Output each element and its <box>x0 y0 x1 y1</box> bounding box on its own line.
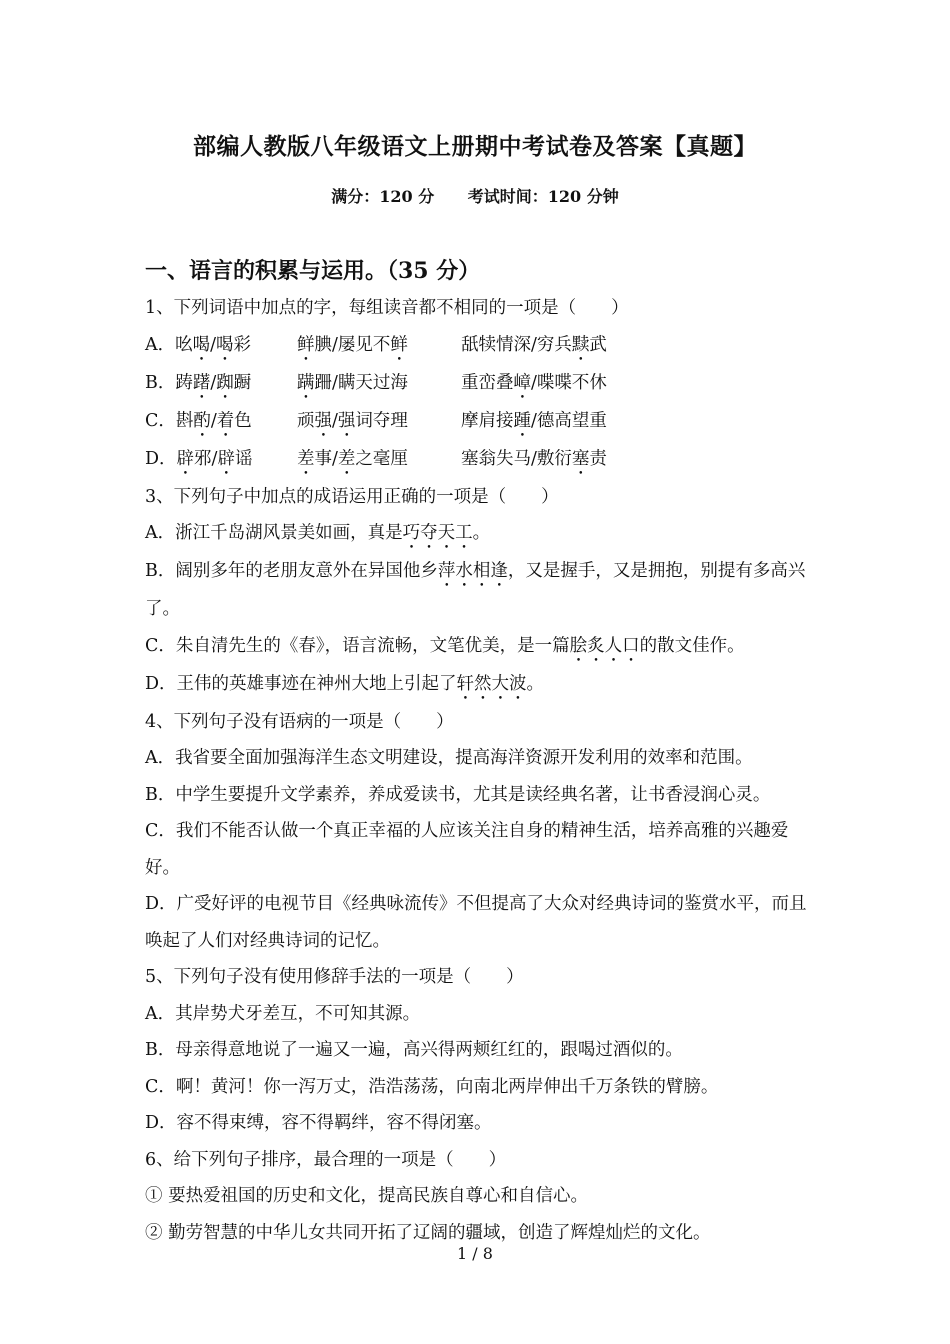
full-score: 满分：120 分 <box>331 187 435 206</box>
emphasized-char: 酌 <box>193 410 211 431</box>
emphasized-char: 差 <box>297 448 315 469</box>
option-group-1 <box>145 441 297 479</box>
question-4-stem: 4、下列句子没有语病的一项是（ ） <box>145 711 454 732</box>
question-6-stem: 6、给下列句子排序，最合理的一项是（ ） <box>145 1149 507 1170</box>
option-text: 责 <box>589 448 607 469</box>
emphasized-idiom: 巧夺天工 <box>402 523 473 543</box>
option-text: / <box>210 410 217 431</box>
option-text: 踌 <box>175 372 193 393</box>
option-text: 词夺理 <box>355 410 408 431</box>
option-text: 舐犊情深/穷兵 <box>461 334 572 355</box>
option-text: 事/ <box>314 448 338 469</box>
emphasized-char: 塞 <box>571 448 590 469</box>
option-text: 之毫厘 <box>355 448 408 469</box>
option-text: /喋喋不休 <box>531 372 607 393</box>
question-4-option-a: A．我省要全面加强海洋生态文明建设，提高海洋资源开发利用的效率和范围。 <box>145 748 753 768</box>
question-4-option-c: C．我们不能否认做一个真正幸福的人应该关注自身的精神生活，培养高雅的兴趣爱好。 <box>145 821 789 878</box>
question-1-option <box>145 441 810 479</box>
option-group-1 <box>145 403 297 441</box>
emphasized-char: 强 <box>314 410 332 431</box>
question-list <box>145 290 810 1251</box>
option-group-2 <box>297 365 461 403</box>
option-text: / <box>210 372 217 393</box>
emphasized-idiom: 萍水相逢 <box>437 561 508 581</box>
option-text: 重峦叠 <box>461 372 514 393</box>
question-4-option-d: D．广受好评的电视节目《经典咏流传》不但提高了大众对经典诗词的鉴赏水平，而且唤起了人们对经典诗词的记忆。 <box>145 894 807 951</box>
question-6-sentence-2: ② 勤劳智慧的中华儿女共同开拓了辽阔的疆域，创造了辉煌灿烂的文化。 <box>145 1222 711 1243</box>
emphasized-char: 踵 <box>513 410 531 431</box>
emphasized-char: 踟 <box>216 372 234 393</box>
question-6-sentence-1: ① 要热爱祖国的历史和文化，提高民族自尊心和自信心。 <box>145 1186 589 1206</box>
option-group-3 <box>461 327 810 365</box>
option-text: / <box>210 334 217 355</box>
option-text: 色 <box>234 410 252 431</box>
option-text: 武 <box>589 334 607 355</box>
emphasized-char: 蹒 <box>297 372 315 393</box>
option-group-3 <box>461 365 810 403</box>
option-label: C． <box>145 410 176 431</box>
emphasized-char: 辟 <box>217 448 235 469</box>
question-3-option-c: C．朱自清先生的《春》，语言流畅，文笔优美，是一篇脍炙人口的散文佳作。 <box>145 635 745 656</box>
question-1-stem: 1、下列词语中加点的字，每组读音都不相同的一项是（ ） <box>145 298 629 318</box>
exam-info <box>0 184 950 207</box>
emphasized-char: 躇 <box>192 372 211 393</box>
emphasized-char: 喝 <box>216 334 234 355</box>
option-group-2 <box>297 403 461 441</box>
emphasized-char: 鲜 <box>297 334 315 355</box>
option-group-1 <box>145 327 297 365</box>
question-1-option <box>145 365 810 403</box>
option-group-3 <box>461 441 810 479</box>
option-group-2 <box>297 441 461 479</box>
option-text: 吆 <box>175 334 193 355</box>
question-1-option <box>145 403 810 441</box>
exam-time: 考试时间：120 分钟 <box>467 187 619 206</box>
emphasized-char: 鲜 <box>390 334 408 355</box>
option-text: 邪/ <box>194 448 218 469</box>
option-label: A． <box>145 334 176 355</box>
option-text: 腆/屡见不 <box>314 334 391 355</box>
emphasized-idiom: 轩然大波 <box>456 673 527 694</box>
question-3-option-a: A．浙江千岛湖风景美如画，真是巧夺天工。 <box>145 523 491 543</box>
question-5-option-d: D．容不得束缚，容不得羁绊，容不得闭塞。 <box>145 1113 492 1133</box>
question-3-stem: 3、下列句子中加点的成语运用正确的一项是（ ） <box>145 486 559 507</box>
question-1-option <box>145 327 810 365</box>
option-text: 谣 <box>234 448 253 469</box>
option-text: 塞翁失马/敷衍 <box>461 448 572 469</box>
question-4-option-b: B．中学生要提升文学素养，养成爱读书，尤其是读经典名著，让书香浸润心灵。 <box>145 784 771 805</box>
option-group-1 <box>145 365 297 403</box>
section-heading: 一、语言的积累与运用。（35 分） <box>145 258 481 284</box>
option-group-3 <box>461 403 810 441</box>
question-3-option-d: D．王伟的英雄事迹在神州大地上引起了轩然大波。 <box>145 673 545 694</box>
option-label: D． <box>145 448 177 469</box>
option-label: B． <box>145 372 176 393</box>
option-text: /德高望重 <box>531 410 607 431</box>
emphasized-char: 着 <box>216 410 235 431</box>
option-text: 彩 <box>233 334 252 355</box>
emphasized-char: 嶂 <box>513 372 531 393</box>
question-1-options <box>145 327 810 479</box>
question-5-stem: 5、下列句子没有使用修辞手法的一项是（ ） <box>145 967 524 987</box>
option-text: 斟 <box>175 410 194 431</box>
page-number: 1 / 8 <box>457 1244 493 1263</box>
option-text: 蹰 <box>233 372 252 393</box>
emphasized-char: 喝 <box>192 334 211 355</box>
option-group-2 <box>297 327 461 365</box>
emphasized-char: 强 <box>337 410 356 431</box>
emphasized-char: 黩 <box>571 334 590 355</box>
question-5-option-b: B．母亲得意地说了一遍又一遍，高兴得两颊红红的，跟喝过酒似的。 <box>145 1040 683 1060</box>
question-5-option-c: C．啊！黄河！你一泻万丈，浩浩荡荡，向南北两岸伸出千万条铁的臂膀。 <box>145 1076 719 1097</box>
emphasized-char: 辟 <box>176 448 195 469</box>
question-5-option-a: A．其岸势犬牙差互，不可知其源。 <box>145 1003 421 1024</box>
emphasized-char: 差 <box>337 448 356 469</box>
option-text: 摩肩接 <box>461 410 514 431</box>
emphasized-idiom: 脍炙人口 <box>569 635 640 656</box>
option-text: 跚/瞒天过海 <box>314 372 408 393</box>
page-title: 部编人教版八年级语文上册期中考试卷及答案【真题】 <box>193 133 757 160</box>
option-text: 顽 <box>297 410 315 431</box>
option-text: / <box>332 410 338 431</box>
question-3-option-b: B．阔别多年的老朋友意外在异国他乡萍水相逢，又是握手，又是拥抱，别提有多高兴了。 <box>145 561 806 619</box>
